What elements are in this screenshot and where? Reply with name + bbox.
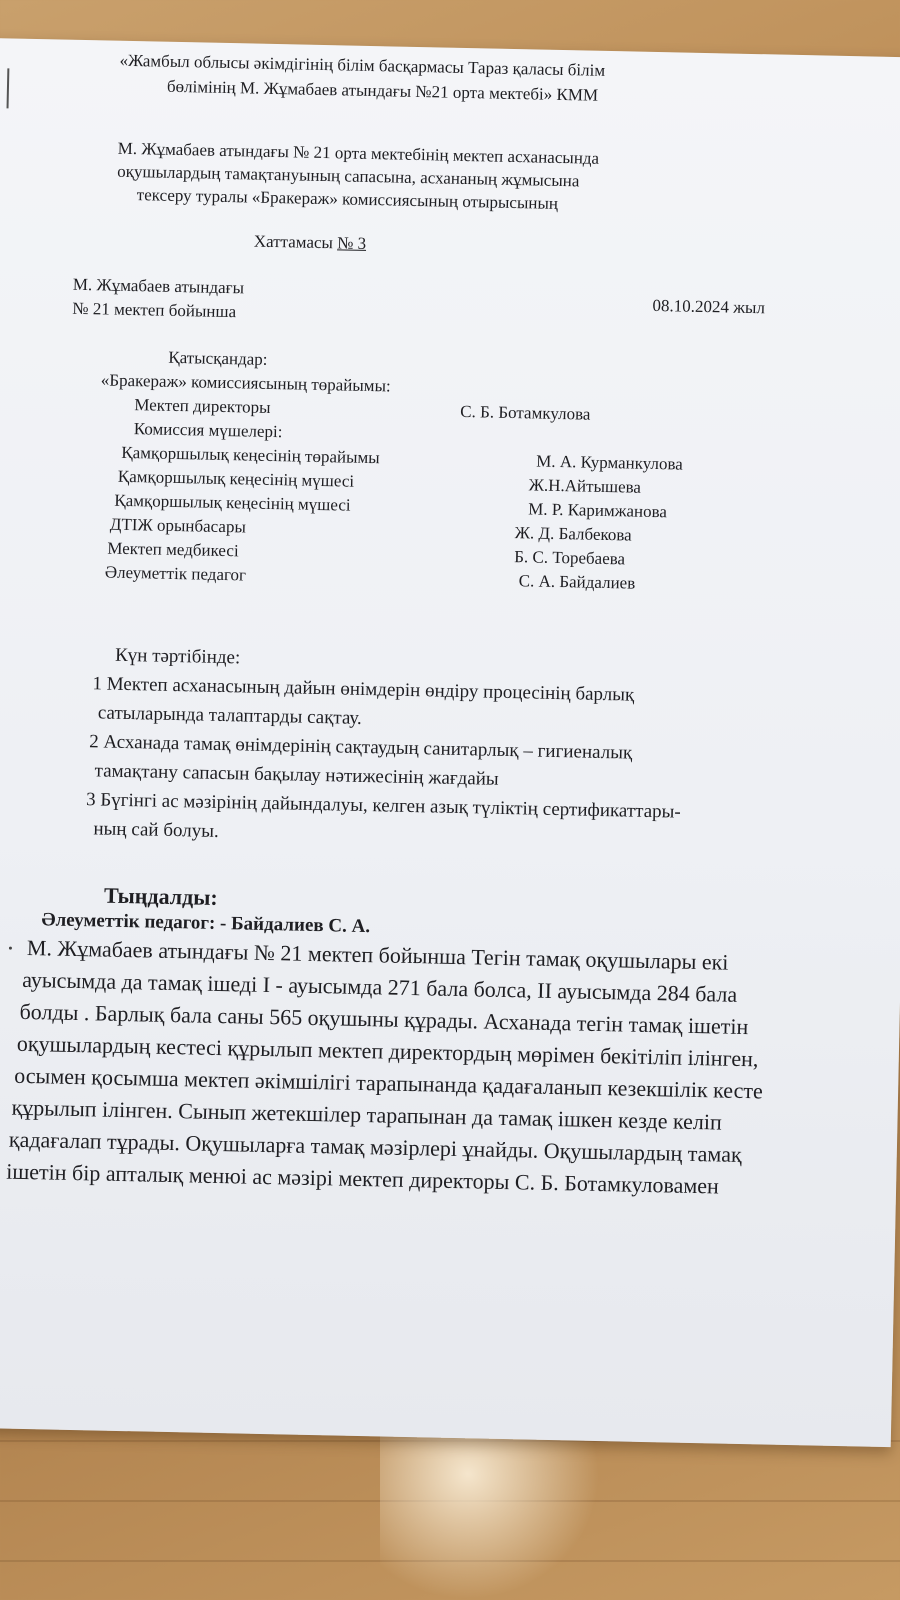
agenda-line: 1 Мектеп асханасының дайын өнімдерін өндіру процесінің барлық	[92, 673, 635, 706]
chair-role: Мектеп директоры	[134, 395, 271, 417]
margin-mark	[7, 68, 10, 108]
body-line: М. Жұмабаев атындағы № 21 мектеп бойынша Тегін тамақ оқушылары екі	[26, 934, 729, 975]
body-line: осымен қосымша мектеп әкімшілігі тарапынанда қадағаланып кезекшілік кесте	[14, 1062, 764, 1104]
subject-line-3: тексеру туралы «Бракераж» комиссиясының отырысының	[136, 185, 559, 213]
protocol-title	[254, 232, 367, 254]
agenda-line: ның сай болуы.	[93, 818, 219, 842]
chair-heading: «Бракераж» комиссиясының төрайымы:	[100, 370, 391, 396]
protocol-number: № 3	[336, 233, 367, 253]
place-line-1: М. Жұмабаев атындағы	[72, 274, 245, 298]
body-line: құрылып ілінген. Сынып жетекшілер тарапынан да тамақ ішкен кезде келіп	[11, 1094, 723, 1135]
body-line: оқушылардың кестесі құрылып мектеп директордың мөрімен бекітіліп ілінген,	[16, 1030, 759, 1072]
header-line-2: бөлімінің М. Жұмабаев атындағы №21 орта мектебі» КММ	[166, 76, 599, 105]
member-role: Әлеуметтік педагог	[104, 562, 247, 585]
document-date: 08.10.2024 жыл	[652, 295, 766, 318]
chair-name: С. Б. Ботамкулова	[460, 401, 591, 424]
subject-line-2: оқушылардың тамақтануының сапасына, асхананың жұмысына	[117, 161, 580, 191]
heard-heading: Тыңдалды:	[103, 882, 219, 910]
body-line: ауысымда да тамақ ішеді I - ауысымда 271 бала болса, II ауысымда 284 бала	[22, 966, 738, 1007]
agenda-heading: Күн тәртібінде:	[114, 644, 241, 669]
member-name: М. Р. Каримжанова	[528, 499, 668, 522]
member-name: М. А. Курманкулова	[536, 451, 684, 474]
agenda-line: 2 Асханада тамақ өнімдерінің сақтаудың санитарлық – гигиеналық	[89, 731, 633, 764]
agenda-line: 3 Бүгінгі ас мәзірінің дайындалуы, келген азық түліктің сертификаттары-	[85, 789, 681, 823]
bullet-dot	[9, 947, 12, 950]
member-role: Мектеп медбикесі	[107, 538, 239, 561]
subject-line-1: М. Жұмабаев атындағы № 21 орта мектебінің мектеп асханасында	[117, 138, 600, 168]
member-name: Ж.Н.Айтышева	[528, 475, 642, 497]
document-page	[0, 38, 900, 1447]
agenda-line: тамақтану сапасын бақылау нәтижесінің жағдайы	[94, 760, 499, 790]
agenda-line: сатыларында талаптарды сақтау.	[97, 702, 362, 729]
body-line: қадағалап тұрады. Оқушыларға тамақ мәзірлері ұнайды. Оқушылардың тамақ	[8, 1126, 742, 1167]
member-role: Қамқоршылық кеңесінің төрайымы	[121, 442, 380, 468]
member-name: Б. С. Торебаева	[514, 547, 626, 569]
member-name: Ж. Д. Балбекова	[514, 523, 632, 545]
member-name: С. А. Байдалиев	[518, 571, 636, 593]
member-role: ДТІЖ орынбасары	[109, 514, 247, 537]
members-heading: Комиссия мүшелері:	[133, 419, 283, 442]
participants-heading: Қатысқандар:	[168, 347, 268, 369]
member-role: Қамқоршылық кеңесінің мүшесі	[114, 490, 351, 515]
body-line: болды . Барлық бала саны 565 оқушыны құрады. Асханада тегін тамақ ішетін	[19, 998, 749, 1040]
member-role: Қамқоршылық кеңесінің мүшесі	[117, 466, 355, 491]
place-line-2: № 21 мектеп бойынша	[72, 298, 237, 322]
body-line: ішетін бір апталық менюі ас мәзірі мектеп директоры С. Б. Ботамкуловамен	[6, 1158, 720, 1199]
protocol-label: Хаттамасы	[253, 231, 334, 253]
speaker-line: Әлеуметтік педагог: - Байдалиев С. А.	[41, 909, 371, 938]
header-line-1: «Жамбыл облысы әкімдігінің білім басқармасы Тараз қаласы білім	[119, 50, 606, 80]
